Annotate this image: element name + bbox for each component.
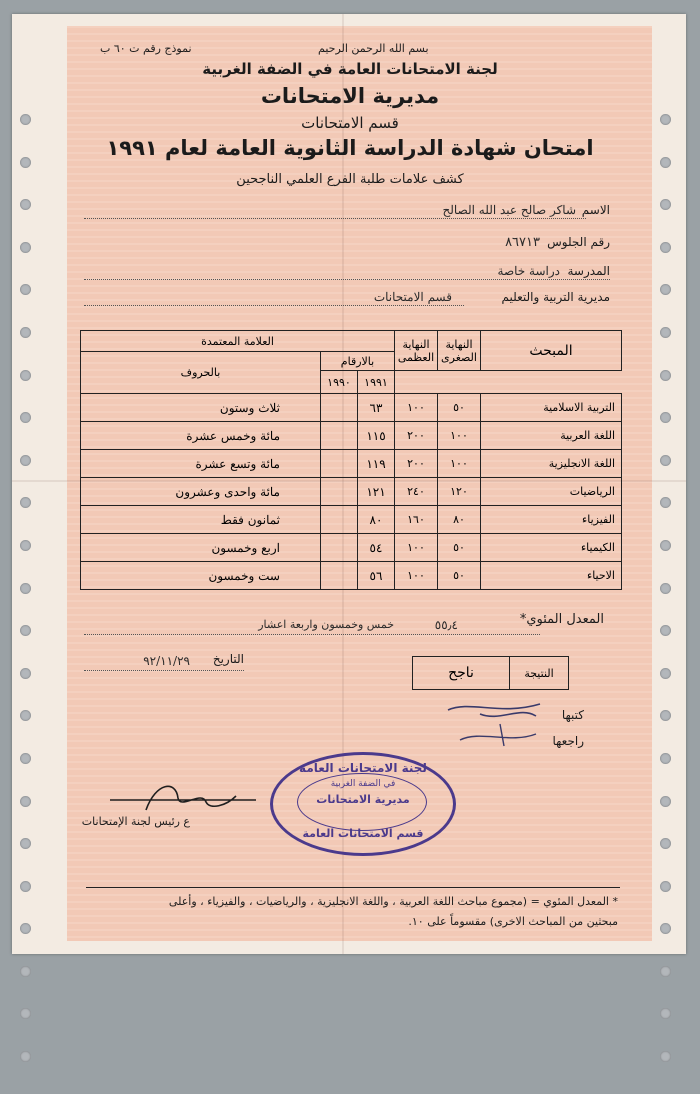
subject-cell: الفيزياء	[481, 506, 622, 534]
subject-cell: الكيمياء	[481, 534, 622, 562]
letters-cell: ثلاث وستون	[81, 394, 321, 422]
digits-1991-cell: ٨٠	[358, 506, 395, 534]
seat-value: ٨٦٧١٣	[505, 235, 540, 250]
form-number: نموذج رقم ت ٦٠ ب	[100, 42, 192, 55]
school-label: المدرسة	[567, 264, 610, 278]
letters-cell: ثمانون فقط	[81, 506, 321, 534]
digits-1991-cell: ٥٦	[358, 562, 395, 590]
stamp-inner-text: قسم الامتحانات العامة	[302, 827, 424, 840]
result-label: النتيجة	[509, 657, 568, 689]
digits-1991-cell: ١٢١	[358, 478, 395, 506]
digits-1991-cell: ١١٥	[358, 422, 395, 450]
min-cell: ٥٠	[438, 534, 481, 562]
tractor-holes-left	[20, 114, 36, 1094]
date-label: التاريخ	[212, 652, 244, 666]
digits-1990-cell	[321, 450, 358, 478]
min-cell: ٨٠	[438, 506, 481, 534]
seat-label: رقم الجلوس	[547, 235, 610, 249]
name-label: الاسم	[581, 203, 610, 217]
writer-reviewer-signatures	[440, 694, 550, 754]
average-value: ٥٥٫٤	[434, 618, 458, 632]
min-cell: ١٠٠	[438, 422, 481, 450]
min-cell: ٥٠	[438, 394, 481, 422]
letters-cell: مائة واحدى وعشرون	[81, 478, 321, 506]
average-line	[84, 634, 540, 635]
table-row	[81, 450, 622, 478]
header-subject: المبحث	[481, 331, 622, 371]
digits-1991-cell: ٥٤	[358, 534, 395, 562]
footnote-line1: * المعدل المئوي = (مجموع مباحث اللغة العربية ، واللغة الانجليزية ، والرياضيات ، والفيزياء ، وأعلى	[168, 895, 618, 908]
letters-cell: ست وخمسون	[81, 562, 321, 590]
name-value: شاكر صالح عبد الله الصالح	[442, 203, 576, 217]
average-label: المعدل المئوي*	[519, 612, 604, 627]
digits-1991-cell: ٦٣	[358, 394, 395, 422]
exam-subtitle: كشف علامات طلبة الفرع العلمي الناجحين	[236, 172, 464, 187]
date-line	[84, 670, 244, 671]
directorate-title: مديرية الامتحانات	[260, 84, 440, 108]
digits-1990-cell	[321, 562, 358, 590]
head-label: ﻉ رئيس لجنة الإمتحانات	[81, 815, 190, 828]
exam-title: امتحان شهادة الدراسة الثانوية العامة لعام ١٩٩١	[106, 136, 594, 160]
stamp-line2: في الضفة الغربية	[330, 779, 396, 789]
max-cell: ٢٤٠	[395, 478, 438, 506]
marks-table	[80, 330, 622, 590]
footnote-divider	[86, 887, 620, 888]
official-stamp	[270, 752, 456, 856]
letters-cell: مائة وخمس عشرة	[81, 422, 321, 450]
directorate-label: مديرية التربية والتعليم	[501, 290, 610, 304]
max-cell: ٢٠٠	[395, 450, 438, 478]
table-row	[81, 394, 622, 422]
max-cell: ٢٠٠	[395, 422, 438, 450]
average-words: خمس وخمسون واربعة اعشار	[258, 618, 394, 631]
digits-1990-cell	[321, 478, 358, 506]
max-cell: ١٠٠	[395, 534, 438, 562]
subject-cell: اللغة الانجليزية	[481, 450, 622, 478]
header-marks: العلامة المعتمدة	[81, 331, 395, 352]
table-row	[81, 534, 622, 562]
result-box	[412, 656, 569, 690]
name-line	[84, 218, 586, 219]
header-letters: بالحروف	[81, 352, 321, 394]
max-cell: ١٦٠	[395, 506, 438, 534]
department-title: قسم الامتحانات	[301, 114, 399, 132]
subject-cell: الرياضيات	[481, 478, 622, 506]
reviewer-label: راجعها	[552, 734, 584, 748]
tractor-holes-right	[660, 114, 676, 1094]
table-row	[81, 478, 622, 506]
max-cell: ١٠٠	[395, 394, 438, 422]
header-max: النهاية العظمى	[395, 331, 438, 371]
basmala: بسم الله الرحمن الرحيم	[318, 42, 429, 55]
date-value: ٩٢/١١/٢٩	[143, 654, 190, 668]
min-cell: ٥٠	[438, 562, 481, 590]
digits-1990-cell	[321, 422, 358, 450]
head-signature	[106, 776, 266, 820]
school-value: دراسة خاصة	[497, 264, 560, 278]
directorate-value: قسم الامتحانات	[373, 290, 452, 304]
subject-cell: التربية الاسلامية	[481, 394, 622, 422]
result-value: ناجح	[448, 665, 474, 681]
stamp-line3: مديرية الامتحانات	[316, 793, 410, 806]
committee-title: لجنة الامتحانات العامة في الضفة الغربية	[202, 60, 498, 78]
stamp-outer-text: لجنة الامتحانات العامة	[299, 761, 427, 775]
subject-cell: الاحياء	[481, 562, 622, 590]
letters-cell: مائة وتسع عشرة	[81, 450, 321, 478]
school-line	[84, 279, 610, 280]
subject-cell: اللغة العربية	[481, 422, 622, 450]
digits-1990-cell	[321, 534, 358, 562]
header-digits: بالارقام	[321, 352, 395, 371]
digits-1991-cell: ١١٩	[358, 450, 395, 478]
max-cell: ١٠٠	[395, 562, 438, 590]
table-row	[81, 506, 622, 534]
digits-1990-cell	[321, 506, 358, 534]
min-cell: ١٢٠	[438, 478, 481, 506]
footnote-line2: مبحثين من المباحث الاخرى) مقسوماً على ١٠.	[408, 915, 618, 928]
digits-1990-cell	[321, 394, 358, 422]
letters-cell: اربع وخمسون	[81, 534, 321, 562]
table-row	[81, 562, 622, 590]
table-row	[81, 422, 622, 450]
min-cell: ١٠٠	[438, 450, 481, 478]
writer-label: كتبها	[561, 708, 584, 722]
header-min: النهاية الصغرى	[438, 331, 481, 371]
directorate-line	[84, 305, 464, 306]
header-year-1990: ١٩٩٠	[321, 371, 358, 394]
header-year-1991: ١٩٩١	[358, 371, 395, 394]
